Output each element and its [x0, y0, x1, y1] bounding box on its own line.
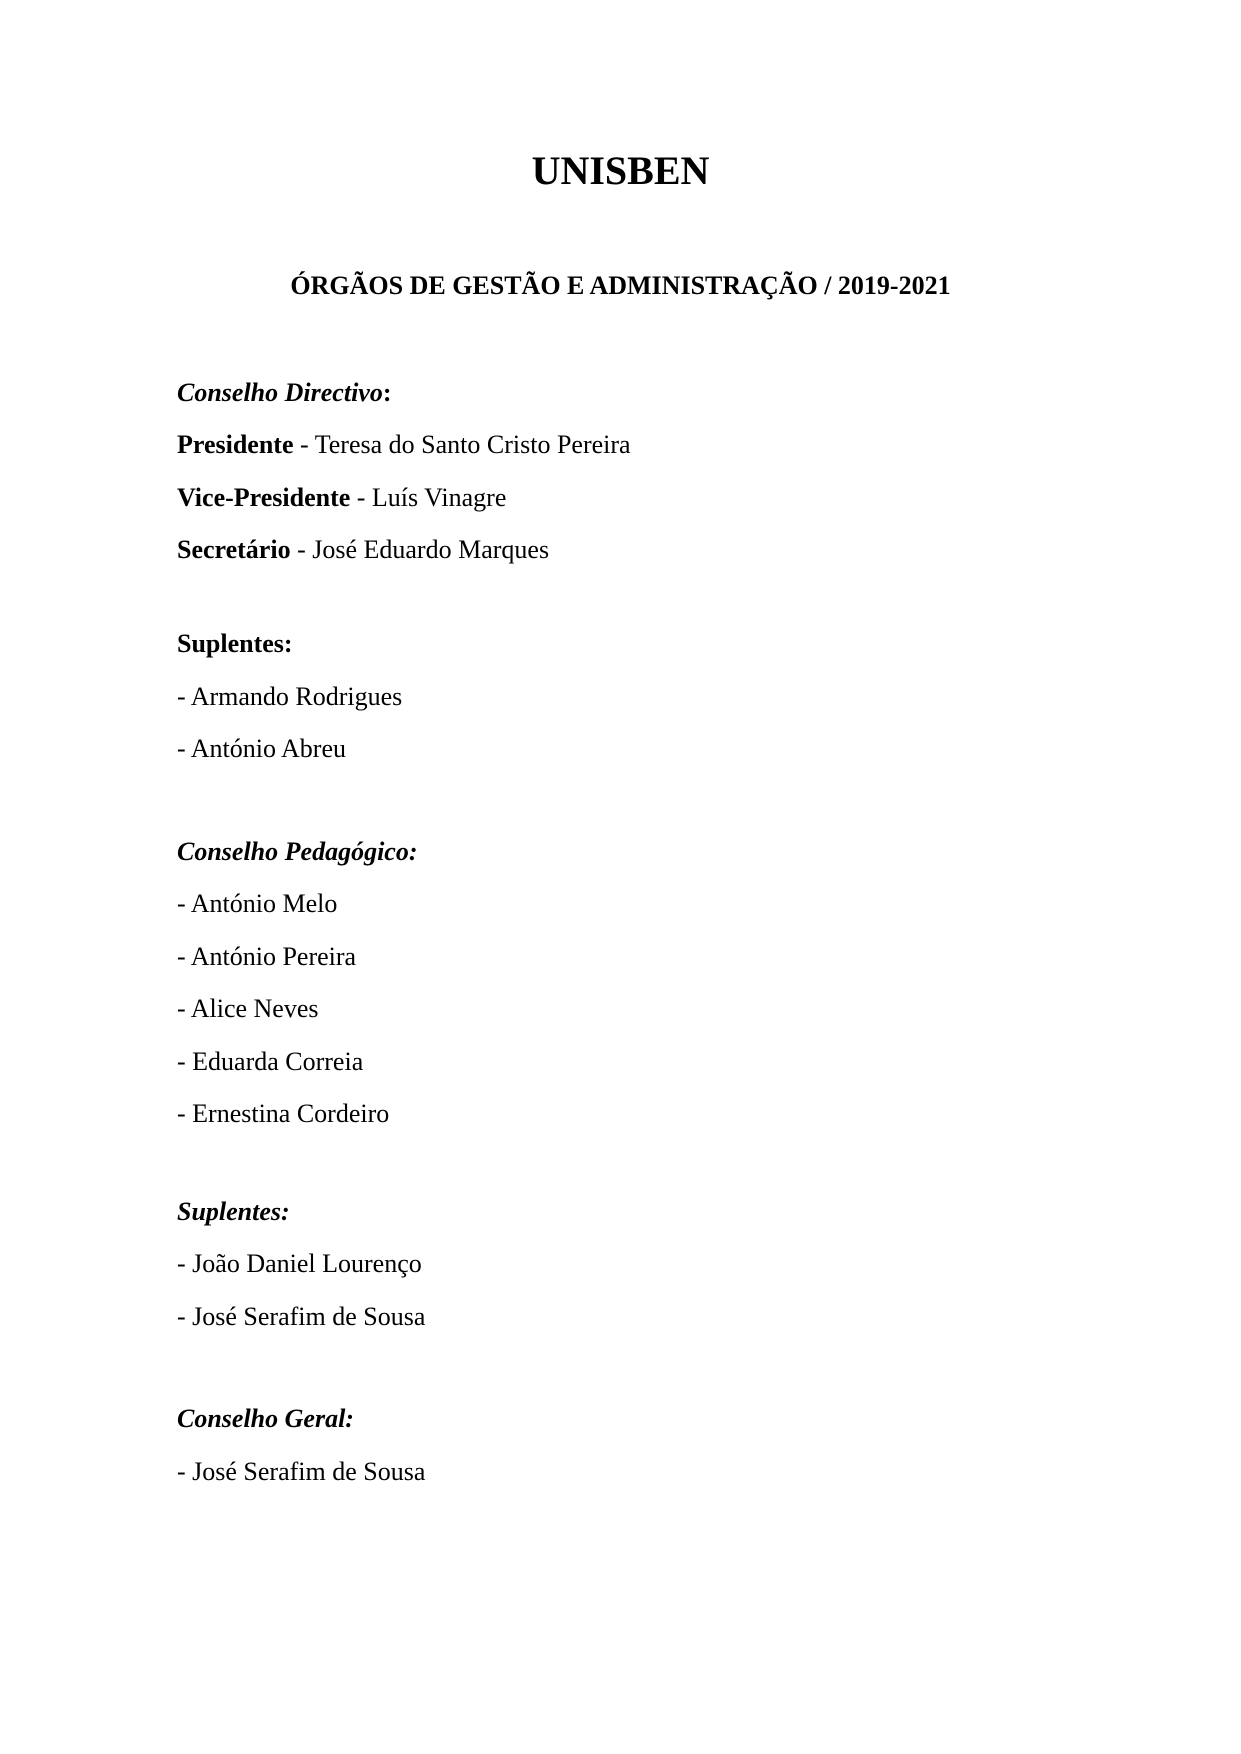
list-item: - Ernestina Cordeiro [177, 1099, 390, 1128]
role-label: Presidente [177, 430, 294, 459]
member-presidente [177, 429, 631, 461]
list-item: - António Melo [177, 889, 338, 918]
list-item: - José Serafim de Sousa [177, 1302, 426, 1331]
member-name: - Teresa do Santo Cristo Pereira [293, 430, 631, 459]
member-secretario [177, 534, 549, 566]
document-subtitle: ÓRGÃOS DE GESTÃO E ADMINISTRAÇÃO / 2019-2021 [290, 271, 951, 300]
list-item: - António Abreu [177, 734, 346, 763]
role-label: Vice-Presidente [177, 483, 351, 512]
list-item: - Alice Neves [177, 994, 319, 1023]
document-title: UNISBEN [531, 148, 710, 193]
conselho-directivo-heading [177, 377, 392, 409]
list-item: - João Daniel Lourenço [177, 1249, 422, 1278]
list-item: - António Pereira [177, 942, 357, 971]
role-label: Secretário [177, 535, 291, 564]
conselho-directivo-label: Conselho Directivo [177, 378, 383, 407]
suplentes-directivo-heading: Suplentes: [177, 629, 293, 658]
member-vice-presidente [177, 482, 506, 514]
conselho-pedagogico-heading: Conselho Pedagógico: [177, 837, 418, 866]
list-item: - José Serafim de Sousa [177, 1457, 426, 1486]
list-item: - Armando Rodrigues [177, 682, 403, 711]
conselho-geral-heading: Conselho Geral: [177, 1404, 354, 1433]
list-item: - Eduarda Correia [177, 1047, 364, 1076]
member-name: - José Eduardo Marques [290, 535, 550, 564]
suplentes-pedagogico-heading: Suplentes: [177, 1197, 290, 1226]
conselho-directivo-colon: : [382, 378, 392, 407]
member-name: - Luís Vinagre [350, 483, 507, 512]
